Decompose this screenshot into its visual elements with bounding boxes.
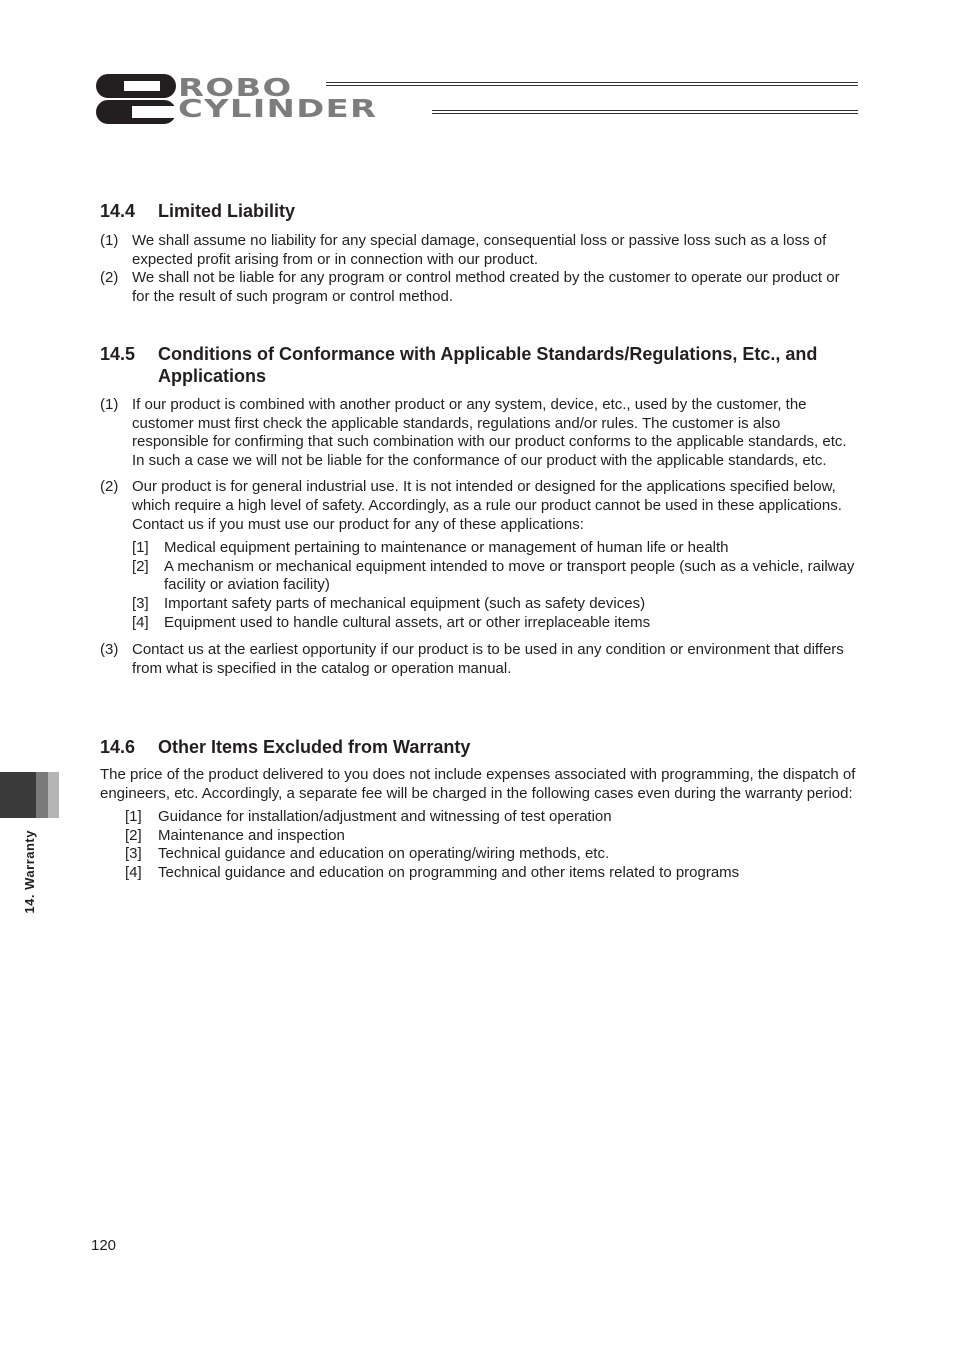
item-text: Contact us at the earliest opportunity if our product is to be used in any condition or environment that differs from what is specified in the catalog or operation manual. <box>132 641 844 677</box>
item-text: Medical equipment pertaining to maintenance or management of human life or health <box>164 539 729 557</box>
item-text: Technical guidance and education on operating/wiring methods, etc. <box>158 845 610 863</box>
item-label: [1] <box>125 808 142 826</box>
item-text: Guidance for installation/adjustment and witnessing of test operation <box>158 808 612 826</box>
logo-word-robo: ROBO <box>178 73 293 102</box>
section-14-4 <box>100 200 860 306</box>
section-title: Other Items Excluded from Warranty <box>158 737 471 757</box>
list-item <box>100 232 860 269</box>
item-label: [4] <box>125 863 142 881</box>
rc-logo-icon <box>96 72 176 126</box>
robo-cylinder-logo <box>96 72 860 126</box>
item-label: (3) <box>100 641 119 659</box>
list-item <box>100 641 860 678</box>
chapter-tab-label: 14. Warranty <box>22 830 37 914</box>
section-heading <box>100 343 860 387</box>
chapter-tab <box>0 772 59 818</box>
item-text: Our product is for general industrial use. It is not intended or designed for the applications specified below, which require a high level of safety. Accordingly, as a rule our product cannot be used in these applications. Contact us if you must use our product for any of these applications: <box>132 478 842 533</box>
section-intro: The price of the product delivered to you does not include expenses associated with programming, the dispatch of engineers, etc. Accordingly, a separate fee will be charged in the following cases even during the warranty period: <box>100 766 856 802</box>
header-rule <box>432 113 858 114</box>
item-label: (2) <box>100 269 119 287</box>
list-item <box>125 864 860 883</box>
item-label: [2] <box>125 826 142 844</box>
item-label: [3] <box>132 594 149 612</box>
section-14-6 <box>100 736 860 883</box>
list-item <box>125 845 860 864</box>
section-number: 14.5 <box>100 344 136 364</box>
sub-list-item <box>132 614 860 633</box>
sub-list-item <box>132 539 860 558</box>
section-14-5 <box>100 343 860 678</box>
item-text: If our product is combined with another product or any system, device, etc., used by the customer, the customer must first check the applicable standards, regulations and/or rules. The customer is also responsible for confirming that such combination with our product conforms to the applicable standards, etc. In such a case we will not be liable for the conformance of our product with the applicable standards, etc. <box>132 396 847 469</box>
section-number: 14.6 <box>100 737 136 757</box>
section-title: Conditions of Conformance with Applicable Standards/Regulations, Etc., and Applications <box>158 344 818 386</box>
item-text: Technical guidance and education on programming and other items related to programs <box>158 863 740 881</box>
item-text: Maintenance and inspection <box>158 826 345 844</box>
item-label: (2) <box>100 478 119 496</box>
item-text: We shall assume no liability for any special damage, consequential loss or passive loss such as a loss of expected profit arising from or in connection with our product. <box>132 232 827 268</box>
sub-list-item <box>132 558 860 595</box>
list-item <box>100 478 860 534</box>
item-label: (1) <box>100 396 119 413</box>
item-text: Equipment used to handle cultural assets, art or other irreplaceable items <box>164 613 651 631</box>
item-label: (1) <box>100 232 119 249</box>
section-heading <box>100 200 860 222</box>
sub-list-item <box>132 595 860 614</box>
list-item <box>125 808 860 827</box>
list-item <box>100 269 860 306</box>
item-label: [3] <box>125 845 142 863</box>
item-label: [4] <box>132 613 149 631</box>
logo-word-cylinder: CYLINDER <box>178 94 378 123</box>
item-label: [2] <box>132 557 149 575</box>
section-title: Limited Liability <box>158 201 296 221</box>
item-text: We shall not be liable for any program or control method created by the customer to operate our product or for the result of such program or control method. <box>132 269 840 305</box>
header-rule <box>432 110 858 111</box>
header-rule <box>326 85 858 86</box>
item-label: [1] <box>132 539 149 557</box>
page-number: 120 <box>91 1237 117 1254</box>
item-text: Important safety parts of mechanical equipment (such as safety devices) <box>164 594 646 612</box>
list-item <box>125 827 860 846</box>
section-number: 14.4 <box>100 201 136 221</box>
header-rule <box>326 82 858 83</box>
section-heading <box>100 736 860 758</box>
item-text: A mechanism or mechanical equipment intended to move or transport people (such as a vehicle, railway facility or aviation facility) <box>164 557 855 594</box>
list-item <box>100 396 860 470</box>
